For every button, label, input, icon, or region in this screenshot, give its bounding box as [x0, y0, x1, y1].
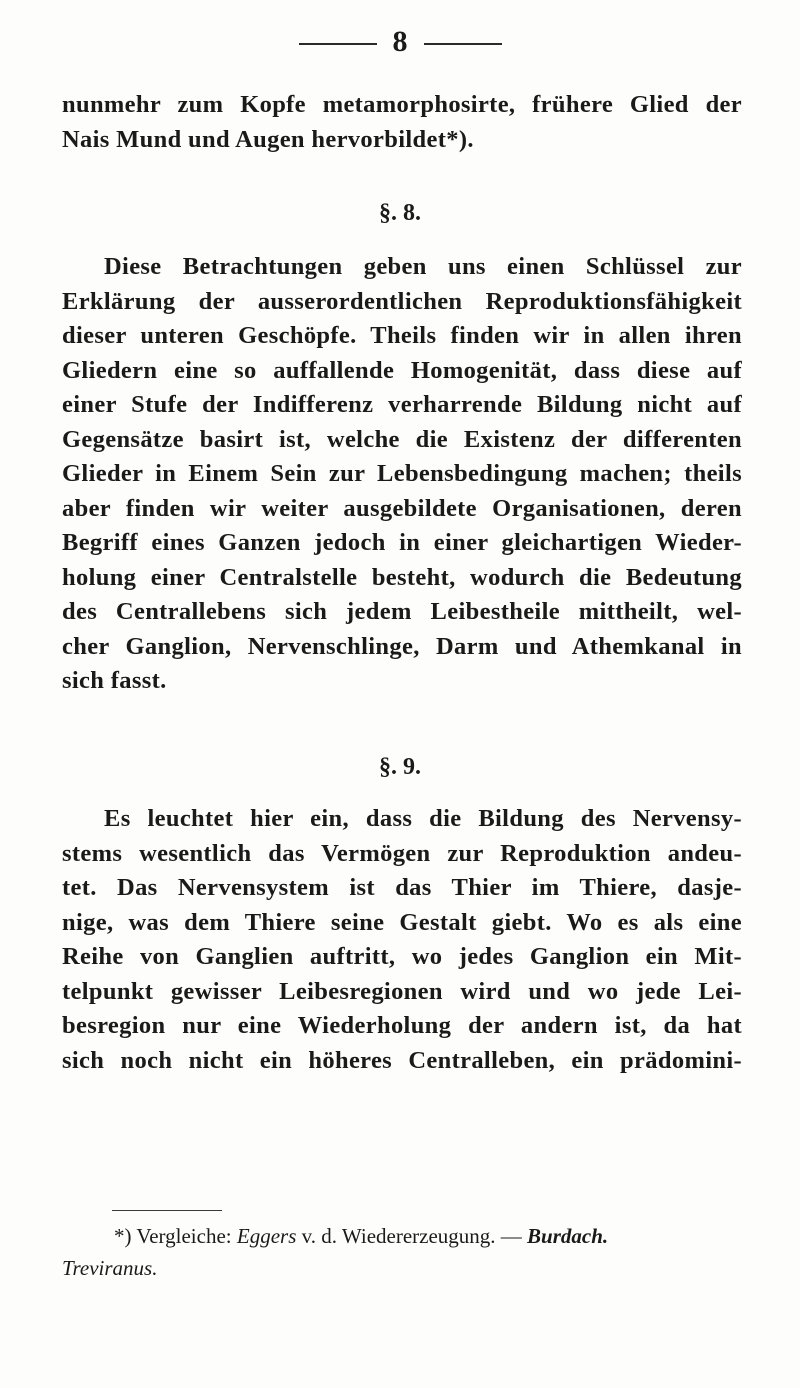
footnote-author: Eggers [236, 1224, 297, 1248]
text-line: nunmehr zum Kopfe metamorphosirte, frühere Glied der [62, 91, 742, 118]
text-line: stems wesentlich das Vermögen zur Reproduktion andeu- [62, 839, 742, 867]
page-number: 8 [392, 25, 408, 58]
footnote-line [62, 1220, 742, 1252]
text-line: einer Stufe der Indifferenz verharrende Bildung nicht auf [62, 391, 742, 418]
text-line: Erklärung der ausserordentlichen Reproduktionsfähigkeit [62, 287, 742, 315]
footnote-text: Vergleiche: [136, 1224, 232, 1248]
text-line: telpunkt gewisser Leibesregionen wird und wo jede Lei- [62, 977, 742, 1005]
section-heading-9: §. 9. [379, 754, 421, 780]
text-line: sich noch nicht ein höheres Centralleben, ein prädomini- [62, 1046, 742, 1074]
text-line: Gliedern eine so auffallende Homogenität, dass diese auf [62, 356, 742, 384]
footnote-marker: *) [114, 1224, 132, 1248]
header-dash-left [299, 43, 377, 45]
text-line: Nais Mund und Augen hervorbildet*). [62, 125, 474, 153]
footnote-author: Treviranus. [62, 1256, 158, 1280]
text-line: des Centrallebens sich jedem Leibestheile mittheilt, wel- [62, 598, 742, 625]
page-header [0, 22, 800, 62]
text-line: nige, was dem Thiere seine Gestalt giebt. Wo es als eine [62, 908, 742, 936]
text-line: Gegensätze basirt ist, welche die Existenz der differenten [62, 425, 742, 453]
footnote-author: Burdach. [527, 1224, 609, 1248]
footnote [62, 1220, 742, 1284]
footnote-rule [112, 1210, 222, 1211]
text-line: Es leuchtet hier ein, dass die Bildung des Nervensy- [104, 805, 742, 832]
text-line: Diese Betrachtungen geben uns einen Schlüssel zur [104, 253, 742, 280]
section-9-paragraph [62, 802, 742, 1078]
continued-paragraph [62, 88, 742, 157]
text-line: besregion nur eine Wiederholung der andern ist, da hat [62, 1012, 742, 1039]
text-line: Begriff eines Ganzen jedoch in einer gleichartigen Wieder- [62, 529, 742, 556]
header-dash-right [424, 43, 502, 45]
text-line: dieser unteren Geschöpfe. Theils finden wir in allen ihren [62, 322, 742, 349]
section-8-paragraph [62, 250, 742, 699]
text-line: tet. Das Nervensystem ist das Thier im Thiere, dasje- [62, 874, 742, 901]
text-line: aber finden wir weiter ausgebildete Organisationen, deren [62, 494, 742, 522]
footnote-text: v. d. Wiedererzeugung. — [301, 1224, 522, 1248]
text-line: sich fasst. [62, 667, 167, 694]
text-line: cher Ganglion, Nervenschlinge, Darm und Athemkanal in [62, 632, 742, 660]
text-line: holung einer Centralstelle besteht, wodurch die Bedeutung [62, 563, 742, 591]
text-line: Glieder in Einem Sein zur Lebensbedingung machen; theils [62, 460, 742, 487]
text-line: Reihe von Ganglien auftritt, wo jedes Ganglion ein Mit- [62, 943, 742, 970]
section-heading-8: §. 8. [379, 200, 421, 226]
